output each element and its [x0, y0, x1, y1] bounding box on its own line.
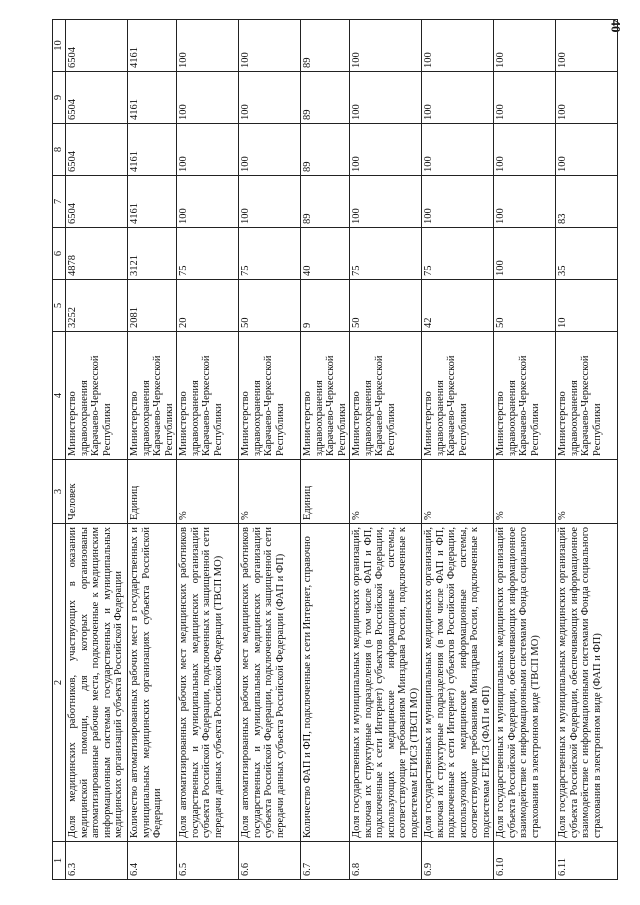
- value-cell: 75: [239, 228, 301, 280]
- value-cell: 35: [556, 228, 618, 280]
- unit-cell: Человек: [66, 460, 128, 524]
- value-cell: 100: [177, 176, 239, 228]
- column-number: 2: [53, 524, 66, 842]
- value-cell: 100: [239, 124, 301, 176]
- value-cell: 100: [350, 20, 422, 72]
- column-number-row: [53, 20, 66, 880]
- table-row: [301, 20, 350, 880]
- value-cell: 75: [350, 228, 422, 280]
- value-cell: 100: [177, 72, 239, 124]
- table-row: [556, 20, 618, 880]
- responsible-cell: Министерство здравоохранения Карачаево-Черкесской Республики: [556, 332, 618, 460]
- column-number: 1: [53, 842, 66, 880]
- value-cell: 100: [556, 72, 618, 124]
- value-cell: 100: [494, 20, 556, 72]
- value-cell: 100: [422, 124, 494, 176]
- responsible-cell: Министерство здравоохранения Карачаево-Черкесской Республики: [422, 332, 494, 460]
- column-number: 4: [53, 332, 66, 460]
- responsible-cell: Министерство здравоохранения Карачаево-Черкесской Республики: [177, 332, 239, 460]
- value-cell: 100: [422, 176, 494, 228]
- table-row: [177, 20, 239, 880]
- indicator-cell: Доля медицинских работников, участвующих в оказании медицинской помощи, для которых организованы автоматизированные рабочие места, подключенные к медицинским информационным системам государственных и муниципальных медицинских организаций субъекта Российской Федерации: [66, 524, 128, 842]
- value-cell: 4161: [128, 124, 177, 176]
- value-cell: 6504: [66, 124, 128, 176]
- table-row: [422, 20, 494, 880]
- value-cell: 4878: [66, 228, 128, 280]
- value-cell: 100: [494, 72, 556, 124]
- value-cell: 75: [177, 228, 239, 280]
- responsible-cell: Министерство здравоохранения Карачаево-Черкесской Республики: [239, 332, 301, 460]
- value-cell: 40: [301, 228, 350, 280]
- value-cell: 100: [556, 20, 618, 72]
- table-row: [239, 20, 301, 880]
- rotated-page: [52, 20, 627, 880]
- value-cell: 100: [239, 176, 301, 228]
- row-number-cell: 6.10: [494, 842, 556, 880]
- value-cell: 100: [494, 228, 556, 280]
- row-number-cell: 6.7: [301, 842, 350, 880]
- value-cell: 50: [494, 280, 556, 332]
- value-cell: 100: [494, 176, 556, 228]
- value-cell: 100: [239, 72, 301, 124]
- indicator-cell: Доля государственных и муниципальных медицинских организаций, включая их структурные подразделения (в том числе ФАП и ФП, подключенные к сети Интернет) субъектов Российской Федерации, использующих медицинские информационные системы, соответствующие требованиям Минздрава России, подключенные к подсистемам ЕГИСЗ (ТВСП МО): [350, 524, 422, 842]
- value-cell: 6504: [66, 72, 128, 124]
- value-cell: 42: [422, 280, 494, 332]
- value-cell: 50: [239, 280, 301, 332]
- indicator-cell: Доля автоматизированных рабочих мест медицинских работников государственных и муниципальных медицинских организаций субъекта Российской Федерации, подключенных к защищенной сети передачи данных субъекта Российской Федерации (ФАП и ФП): [239, 524, 301, 842]
- indicator-cell: Доля государственных и муниципальных медицинских организаций субъекта Российской Федерации, обеспечивающих информационное взаимодействие с информационными системами Фонда социального страхования в электронном виде (ТВСП МО): [494, 524, 556, 842]
- table-body: [66, 20, 618, 880]
- table-row: [350, 20, 422, 880]
- value-cell: 3252: [66, 280, 128, 332]
- indicator-cell: Количество ФАП и ФП, подключенные к сети Интернет, справочно: [301, 524, 350, 842]
- responsible-cell: Министерство здравоохранения Карачаево-Черкесской Республики: [494, 332, 556, 460]
- value-cell: 100: [350, 124, 422, 176]
- value-cell: 100: [239, 20, 301, 72]
- value-cell: 100: [177, 124, 239, 176]
- value-cell: 6504: [66, 20, 128, 72]
- row-number-cell: 6.8: [350, 842, 422, 880]
- column-number: 7: [53, 176, 66, 228]
- value-cell: 100: [422, 72, 494, 124]
- page-number: 40: [608, 19, 624, 33]
- table-row: [494, 20, 556, 880]
- value-cell: 100: [350, 72, 422, 124]
- value-cell: 100: [177, 20, 239, 72]
- value-cell: 100: [350, 176, 422, 228]
- value-cell: 6504: [66, 176, 128, 228]
- column-number: 3: [53, 460, 66, 524]
- value-cell: 9: [301, 280, 350, 332]
- value-cell: 4161: [128, 176, 177, 228]
- indicators-table: [52, 19, 618, 880]
- indicator-cell: Доля государственных и муниципальных медицинских организаций, включая их структурные подразделения (в том числе ФАП и ФП, подключенные к сети Интернет) субъектов Российской Федерации, использующих медицинские информационные системы, соответствующие требованиям Минздрава России, подключенные к подсистемам ЕГИСЗ (ФАП и ФП): [422, 524, 494, 842]
- responsible-cell: Министерство здравоохранения Карачаево-Черкесской Республики: [66, 332, 128, 460]
- value-cell: 50: [350, 280, 422, 332]
- value-cell: 100: [556, 124, 618, 176]
- indicator-cell: Количество автоматизированных рабочих мест в государственных и муниципальных медицинских организациях субъекта Российской Федерации: [128, 524, 177, 842]
- row-number-cell: 6.11: [556, 842, 618, 880]
- table-row: [128, 20, 177, 880]
- value-cell: 10: [556, 280, 618, 332]
- row-number-cell: 6.4: [128, 842, 177, 880]
- value-cell: 100: [422, 20, 494, 72]
- row-number-cell: 6.9: [422, 842, 494, 880]
- unit-cell: %: [239, 460, 301, 524]
- value-cell: 20: [177, 280, 239, 332]
- value-cell: 89: [301, 176, 350, 228]
- indicator-cell: Доля государственных и муниципальных медицинских организаций субъекта Российской Федерации, обеспечивающих информационное взаимодействие с информационными системами Фонда социального страхования в электронном виде (ФАП и ФП): [556, 524, 618, 842]
- value-cell: 89: [301, 72, 350, 124]
- column-number: 6: [53, 228, 66, 280]
- unit-cell: %: [350, 460, 422, 524]
- responsible-cell: Министерство здравоохранения Карачаево-Черкесской Республики: [301, 332, 350, 460]
- value-cell: 4161: [128, 20, 177, 72]
- column-number: 8: [53, 124, 66, 176]
- unit-cell: %: [422, 460, 494, 524]
- unit-cell: Единиц: [301, 460, 350, 524]
- column-number: 10: [53, 20, 66, 72]
- table-container: [52, 20, 627, 880]
- row-number-cell: 6.6: [239, 842, 301, 880]
- column-number: 9: [53, 72, 66, 124]
- unit-cell: Единиц: [128, 460, 177, 524]
- responsible-cell: Министерство здравоохранения Карачаево-Черкесской Республики: [128, 332, 177, 460]
- unit-cell: %: [494, 460, 556, 524]
- value-cell: 89: [301, 20, 350, 72]
- unit-cell: %: [556, 460, 618, 524]
- value-cell: 83: [556, 176, 618, 228]
- unit-cell: %: [177, 460, 239, 524]
- table-row: [66, 20, 128, 880]
- value-cell: 3121: [128, 228, 177, 280]
- value-cell: 100: [494, 124, 556, 176]
- indicator-cell: Доля автоматизированных рабочих мест медицинских работников государственных и муниципальных медицинских организаций субъекта Российской Федерации, подключенных к защищенной сети передачи данных субъекта Российской Федерации (ТВСП МО): [177, 524, 239, 842]
- row-number-cell: 6.5: [177, 842, 239, 880]
- value-cell: 75: [422, 228, 494, 280]
- value-cell: 4161: [128, 72, 177, 124]
- value-cell: 89: [301, 124, 350, 176]
- responsible-cell: Министерство здравоохранения Карачаево-Черкесской Республики: [350, 332, 422, 460]
- row-number-cell: 6.3: [66, 842, 128, 880]
- column-number: 5: [53, 280, 66, 332]
- value-cell: 2081: [128, 280, 177, 332]
